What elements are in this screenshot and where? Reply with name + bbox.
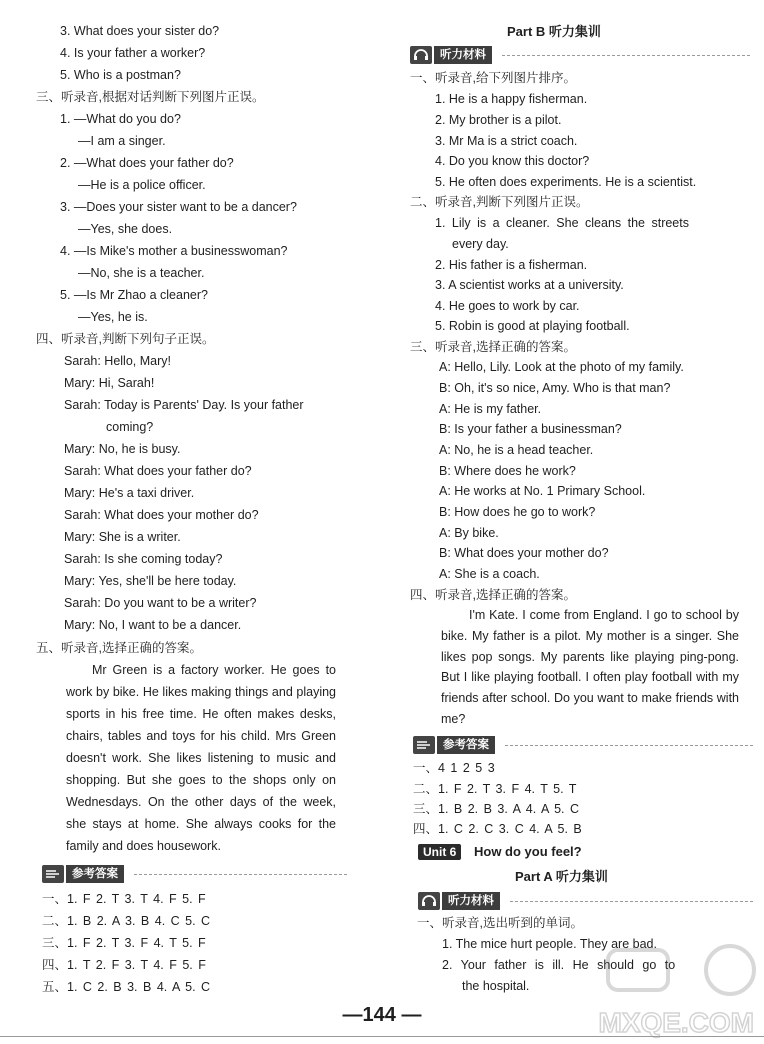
divider (505, 745, 753, 747)
dialog-line: B: What does your mother do? (439, 546, 609, 560)
divider (502, 55, 750, 57)
unit-badge: Unit 6 (418, 844, 461, 860)
dialog-line: B: Is your father a businessman? (439, 422, 622, 436)
sentence-line: 4. He goes to work by car. (435, 299, 580, 313)
question-line: 4. Is your father a worker? (60, 46, 206, 60)
sentence-line: 2. His father is a fisherman. (435, 258, 588, 272)
dialog-line: B: Oh, it's so nice, Amy. Who is that man? (439, 381, 671, 395)
answer-row: 五、1. C 2. B 3. B 4. A 5. C (42, 980, 211, 994)
dialog-line: —Yes, she does. (78, 222, 173, 236)
answers-label: 参考答案 (437, 736, 495, 754)
dialog-line: 2. —What does your father do? (60, 156, 234, 170)
sentence-line: 4. Do you know this doctor? (435, 154, 590, 168)
section-heading: 四、听录音,选择正确的答案。 (410, 588, 576, 602)
dialog-line: 1. —What do you do? (60, 112, 181, 126)
dialog-line: A: Hello, Lily. Look at the photo of my family. (439, 360, 684, 374)
dialog-line: Sarah: What does your father do? (64, 464, 252, 478)
watermark-text: MXQE.COM (598, 1007, 754, 1038)
answer-row: 三、1. B 2. B 3. A 4. A 5. C (413, 802, 579, 816)
section-heading: 五、听录音,选择正确的答案。 (36, 641, 202, 655)
pencil-icon (413, 736, 435, 754)
dialog-line: A: He works at No. 1 Primary School. (439, 484, 646, 498)
headphones-icon (410, 46, 432, 64)
dialog-line: —He is a police officer. (78, 178, 206, 192)
answers-label: 参考答案 (66, 865, 124, 883)
sentence-line: 2. My brother is a pilot. (435, 113, 562, 127)
question-line: 3. What does your sister do? (60, 24, 220, 38)
dialog-line: coming? (106, 420, 154, 434)
answer-row: 二、1. B 2. A 3. B 4. C 5. C (42, 914, 211, 928)
dialog-line: Mary: No, I want to be a dancer. (64, 618, 242, 632)
dialog-line: B: Where does he work? (439, 464, 576, 478)
dialog-line: —No, she is a teacher. (78, 266, 205, 280)
answers-header (42, 865, 347, 883)
divider (134, 874, 347, 876)
sentence-line: 1. Lily is a cleaner. She cleans the streets (435, 216, 689, 230)
dialog-line: 4. —Is Mike's mother a businesswoman? (60, 244, 288, 258)
answers-header (413, 736, 753, 754)
divider (510, 901, 753, 903)
dialog-line: Sarah: Is she coming today? (64, 552, 223, 566)
dialog-line: Mary: Hi, Sarah! (64, 376, 155, 390)
sentence-line: 5. He often does experiments. He is a scientist. (435, 175, 697, 189)
dialog-line: Mary: Yes, she'll be here today. (64, 574, 237, 588)
material-header (418, 892, 753, 910)
sentence-line: the hospital. (462, 979, 530, 993)
dialog-line: Sarah: Do you want to be a writer? (64, 596, 257, 610)
answer-row: 四、1. C 2. C 3. C 4. A 5. B (413, 822, 582, 836)
sentence-line: every day. (452, 237, 509, 251)
bottom-rule (0, 1036, 764, 1037)
section-heading: 三、听录音,选择正确的答案。 (410, 340, 576, 354)
answer-row: 三、1. F 2. T 3. F 4. T 5. F (42, 936, 206, 950)
dialog-line: B: How does he go to work? (439, 505, 596, 519)
answer-row: 二、1. F 2. T 3. F 4. T 5. T (413, 782, 577, 796)
part-b-title: Part B 听力集训 (507, 24, 601, 39)
sentence-line: 1. The mice hurt people. They are bad. (442, 937, 657, 951)
dialog-line: —Yes, he is. (78, 310, 148, 324)
passage: I'm Kate. I come from England. I go to school by bike. My father is a pilot. My mother is a singer. She likes pop songs. My parents like playing ping-pong. But I like playing football. I often play football with my friends after school. Do you want to make friends with me? (441, 608, 739, 726)
dialog-line: Sarah: Today is Parents' Day. Is your father (64, 398, 304, 412)
sentence-line: 3. A scientist works at a university. (435, 278, 624, 292)
section-heading: 一、听录音,给下列图片排序。 (410, 71, 576, 85)
part-a-title: Part A 听力集训 (515, 869, 608, 884)
question-line: 5. Who is a postman? (60, 68, 181, 82)
page-number: —144 — (342, 1004, 422, 1026)
section-heading: 一、听录音,选出听到的单词。 (417, 916, 583, 930)
dialog-line: Mary: No, he is busy. (64, 442, 181, 456)
sentence-line: 2. Your father is ill. He should go to (442, 958, 676, 972)
section-heading: 四、听录音,判断下列句子正误。 (36, 332, 215, 346)
material-label: 听力材料 (434, 46, 492, 64)
passage: Mr Green is a factory worker. He goes to work by bike. He likes making things and playing sports in his free time. He often makes desks, chairs, tables and toys for his child. Mrs Green doesn't work. She likes listening to music and shopping. But she goes to the shops only on Wednesdays. On the other days of the week, she stays at home. She always cooks for the family and does housework. (66, 663, 336, 853)
dialog-line: Mary: She is a writer. (64, 530, 181, 544)
dialog-line: 3. —Does your sister want to be a dancer? (60, 200, 297, 214)
dialog-line: Sarah: Hello, Mary! (64, 354, 171, 368)
dialog-line: Sarah: What does your mother do? (64, 508, 259, 522)
dialog-line: A: By bike. (439, 526, 499, 540)
dialog-line: A: No, he is a head teacher. (439, 443, 594, 457)
section-heading: 二、听录音,判断下列图片正误。 (410, 195, 589, 209)
dialog-line: A: He is my father. (439, 402, 542, 416)
sentence-line: 3. Mr Ma is a strict coach. (435, 134, 578, 148)
material-label: 听力材料 (442, 892, 500, 910)
sentence-line: 1. He is a happy fisherman. (435, 92, 588, 106)
answer-row: 一、1. F 2. T 3. T 4. F 5. F (42, 892, 206, 906)
dialog-line: 5. —Is Mr Zhao a cleaner? (60, 288, 208, 302)
section-heading: 三、听录音,根据对话判断下列图片正误。 (36, 90, 265, 104)
sentence-line: 5. Robin is good at playing football. (435, 319, 630, 333)
answer-row: 四、1. T 2. F 3. T 4. F 5. F (42, 958, 206, 972)
headphones-icon (418, 892, 440, 910)
dialog-line: —I am a singer. (78, 134, 166, 148)
dialog-line: A: She is a coach. (439, 567, 540, 581)
unit-title: How do you feel? (474, 844, 582, 859)
dialog-line: Mary: He's a taxi driver. (64, 486, 195, 500)
material-header (410, 46, 750, 64)
answer-row: 一、4 1 2 5 3 (413, 761, 495, 775)
pencil-icon (42, 865, 64, 883)
